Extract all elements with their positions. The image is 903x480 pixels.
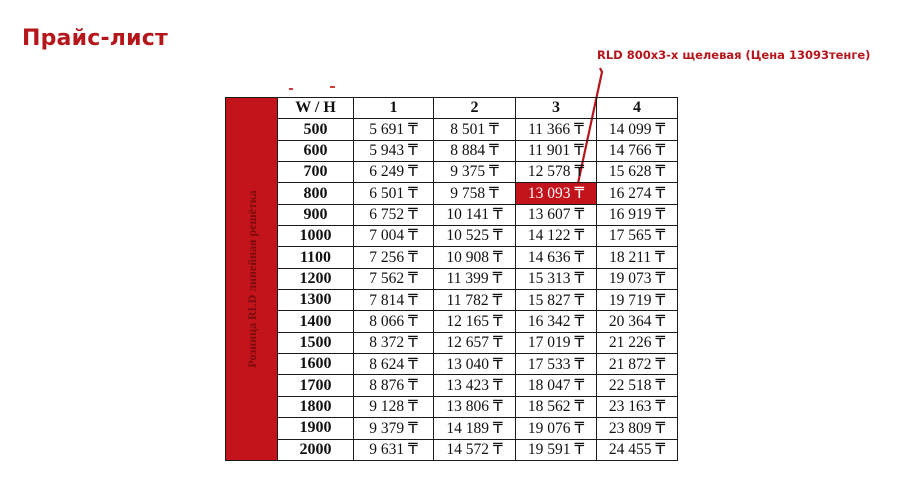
price-cell: 8 372 ₸ — [354, 332, 434, 353]
price-cell: 14 099 ₸ — [597, 119, 678, 140]
price-cell: 5 943 ₸ — [354, 140, 434, 161]
price-cell: 9 758 ₸ — [434, 183, 516, 204]
price-cell: 12 578 ₸ — [516, 162, 597, 183]
table-row — [226, 439, 678, 461]
price-cell: 18 562 ₸ — [516, 396, 597, 417]
price-cell: 11 366 ₸ — [516, 119, 597, 140]
size-cell: 900 — [278, 204, 354, 225]
price-cell: 8 884 ₸ — [434, 140, 516, 161]
table-row — [226, 119, 678, 140]
table-row — [226, 183, 678, 204]
price-cell: 6 249 ₸ — [354, 162, 434, 183]
side-label-cell — [226, 98, 278, 461]
price-cell: 17 533 ₸ — [516, 354, 597, 375]
highlighted-price-cell: 13 093 ₸ — [516, 183, 597, 204]
size-cell: 700 — [278, 162, 354, 183]
size-cell: 600 — [278, 140, 354, 161]
decorative-mark — [330, 86, 335, 88]
price-cell: 16 919 ₸ — [597, 204, 678, 225]
price-cell: 18 047 ₸ — [516, 375, 597, 396]
price-cell: 14 122 ₸ — [516, 226, 597, 247]
price-cell: 19 719 ₸ — [597, 290, 678, 311]
price-cell: 20 364 ₸ — [597, 311, 678, 332]
decorative-mark — [289, 88, 293, 90]
size-cell: 1500 — [278, 332, 354, 353]
price-cell: 23 163 ₸ — [597, 396, 678, 417]
price-cell: 8 501 ₸ — [434, 119, 516, 140]
price-cell: 9 379 ₸ — [354, 418, 434, 439]
price-cell: 7 256 ₸ — [354, 247, 434, 268]
price-cell: 6 752 ₸ — [354, 204, 434, 225]
price-cell: 9 128 ₸ — [354, 396, 434, 417]
price-cell: 17 019 ₸ — [516, 332, 597, 353]
price-cell: 19 591 ₸ — [516, 439, 597, 461]
price-cell: 5 691 ₸ — [354, 119, 434, 140]
table-row — [226, 311, 678, 332]
price-cell: 7 004 ₸ — [354, 226, 434, 247]
price-cell: 13 607 ₸ — [516, 204, 597, 225]
price-cell: 21 226 ₸ — [597, 332, 678, 353]
price-cell: 19 076 ₸ — [516, 418, 597, 439]
price-cell: 12 657 ₸ — [434, 332, 516, 353]
col-header: 1 — [354, 98, 434, 119]
price-cell: 9 631 ₸ — [354, 439, 434, 461]
table-row — [226, 140, 678, 161]
price-cell: 15 313 ₸ — [516, 268, 597, 289]
table-row — [226, 268, 678, 289]
price-cell: 14 636 ₸ — [516, 247, 597, 268]
price-cell: 14 766 ₸ — [597, 140, 678, 161]
price-cell: 9 375 ₸ — [434, 162, 516, 183]
price-cell: 6 501 ₸ — [354, 183, 434, 204]
price-cell: 17 565 ₸ — [597, 226, 678, 247]
table-row — [226, 418, 678, 439]
table-row — [226, 354, 678, 375]
table-row — [226, 290, 678, 311]
size-cell: 1700 — [278, 375, 354, 396]
table-row — [226, 247, 678, 268]
price-table — [225, 97, 678, 461]
price-cell: 23 809 ₸ — [597, 418, 678, 439]
price-cell: 7 562 ₸ — [354, 268, 434, 289]
price-cell: 14 572 ₸ — [434, 439, 516, 461]
size-cell: 2000 — [278, 439, 354, 461]
price-cell: 13 806 ₸ — [434, 396, 516, 417]
size-cell: 1200 — [278, 268, 354, 289]
table-row — [226, 226, 678, 247]
price-cell: 22 518 ₸ — [597, 375, 678, 396]
size-cell: 500 — [278, 119, 354, 140]
table-row — [226, 162, 678, 183]
price-cell: 8 066 ₸ — [354, 311, 434, 332]
price-cell: 16 274 ₸ — [597, 183, 678, 204]
price-cell: 11 782 ₸ — [434, 290, 516, 311]
price-cell: 24 455 ₸ — [597, 439, 678, 461]
table-row — [226, 204, 678, 225]
price-cell: 12 165 ₸ — [434, 311, 516, 332]
side-label: Розница RLD линейная решётка — [244, 190, 259, 368]
price-cell: 10 141 ₸ — [434, 204, 516, 225]
table-row — [226, 396, 678, 417]
table-row — [226, 332, 678, 353]
price-cell: 18 211 ₸ — [597, 247, 678, 268]
size-cell: 1600 — [278, 354, 354, 375]
price-table-container — [225, 97, 677, 461]
size-cell: 1300 — [278, 290, 354, 311]
price-table-body — [226, 98, 678, 461]
price-cell: 15 628 ₸ — [597, 162, 678, 183]
price-cell: 14 189 ₸ — [434, 418, 516, 439]
price-cell: 19 073 ₸ — [597, 268, 678, 289]
price-cell: 10 908 ₸ — [434, 247, 516, 268]
price-cell: 13 423 ₸ — [434, 375, 516, 396]
price-cell: 13 040 ₸ — [434, 354, 516, 375]
col-header: 2 — [434, 98, 516, 119]
callout-label: RLD 800x3-х щелевая (Цена 13093тенге) — [597, 48, 871, 62]
size-cell: 1900 — [278, 418, 354, 439]
table-header-row — [226, 98, 678, 119]
corner-header: W / H — [278, 98, 354, 119]
size-cell: 1000 — [278, 226, 354, 247]
price-cell: 8 876 ₸ — [354, 375, 434, 396]
col-header: 3 — [516, 98, 597, 119]
price-cell: 10 525 ₸ — [434, 226, 516, 247]
price-cell: 16 342 ₸ — [516, 311, 597, 332]
size-cell: 1100 — [278, 247, 354, 268]
size-cell: 1400 — [278, 311, 354, 332]
price-cell: 11 399 ₸ — [434, 268, 516, 289]
page-title: Прайс-лист — [22, 26, 168, 51]
price-cell: 11 901 ₸ — [516, 140, 597, 161]
price-cell: 21 872 ₸ — [597, 354, 678, 375]
price-cell: 15 827 ₸ — [516, 290, 597, 311]
price-cell: 8 624 ₸ — [354, 354, 434, 375]
table-row — [226, 375, 678, 396]
size-cell: 800 — [278, 183, 354, 204]
decorative-marks — [286, 86, 336, 92]
col-header: 4 — [597, 98, 678, 119]
price-cell: 7 814 ₸ — [354, 290, 434, 311]
size-cell: 1800 — [278, 396, 354, 417]
